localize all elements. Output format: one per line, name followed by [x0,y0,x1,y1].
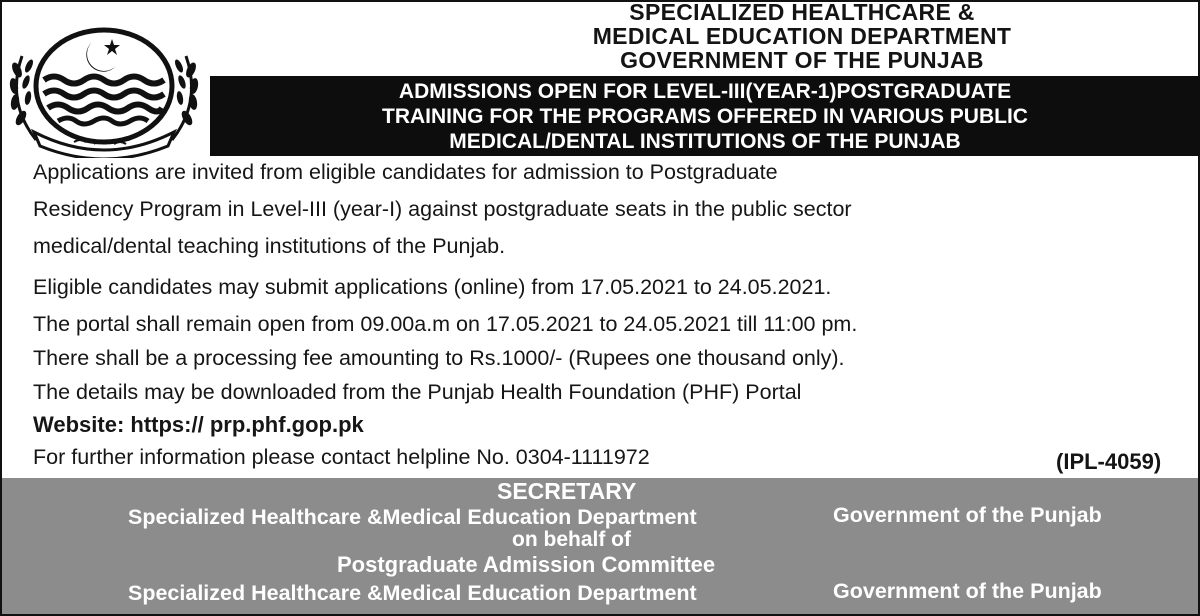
footer-government-2: Government of the Punjab [833,579,1102,603]
body-line-5: The portal shall remain open from 09.00a.m on 17.05.2021 to 24.05.2021 till 11:00 pm. [33,312,858,336]
body-line-3: medical/dental teaching institutions of the Punjab. [33,234,506,258]
banner-line-3: MEDICAL/DENTAL INSTITUTIONS OF THE PUNJAB [449,130,961,153]
department-heading [512,0,1092,72]
footer-government-1: Government of the Punjab [833,503,1102,527]
footer-department-2: Specialized Healthcare &Medical Education Department [128,581,697,605]
on-behalf-text: on behalf of [512,528,631,551]
admissions-banner [210,76,1200,156]
department-line-1: SPECIALIZED HEALTHCARE & [629,0,975,25]
banner-line-1: ADMISSIONS OPEN FOR LEVEL-III(YEAR-1)POSTGRADUATE [398,80,1012,103]
department-line-3: GOVERNMENT OF THE PUNJAB [620,47,984,73]
body-line-2: Residency Program in Level-III (year-I) against postgraduate seats in the public sector [33,197,852,221]
secretary-title: SECRETARY [497,478,637,504]
body-line-1: Applications are invited from eligible candidates for admission to Postgraduate [33,160,778,184]
body-line-6: There shall be a processing fee amounting to Rs.1000/- (Rupees one thousand only). [33,346,845,370]
committee-name: Postgraduate Admission Committee [337,552,716,577]
punjab-emblem-icon [4,22,204,158]
department-line-2: MEDICAL EDUCATION DEPARTMENT [592,23,1012,49]
signature-block [2,478,1198,614]
footer-department-1: Specialized Healthcare &Medical Education Department [128,505,697,529]
helpline-text: For further information please contact helpline No. 0304-1111972 [33,445,650,469]
body-line-4: Eligible candidates may submit applications (online) from 17.05.2021 to 24.05.2021. [33,275,832,299]
website-link[interactable]: Website: https:// prp.phf.gop.pk [33,412,364,437]
body-line-7: The details may be downloaded from the Punjab Health Foundation (PHF) Portal [33,380,802,404]
banner-line-2: TRAINING FOR THE PROGRAMS OFFERED IN VARIOUS PUBLIC [382,105,1028,128]
reference-code: (IPL-4059) [1056,449,1162,474]
